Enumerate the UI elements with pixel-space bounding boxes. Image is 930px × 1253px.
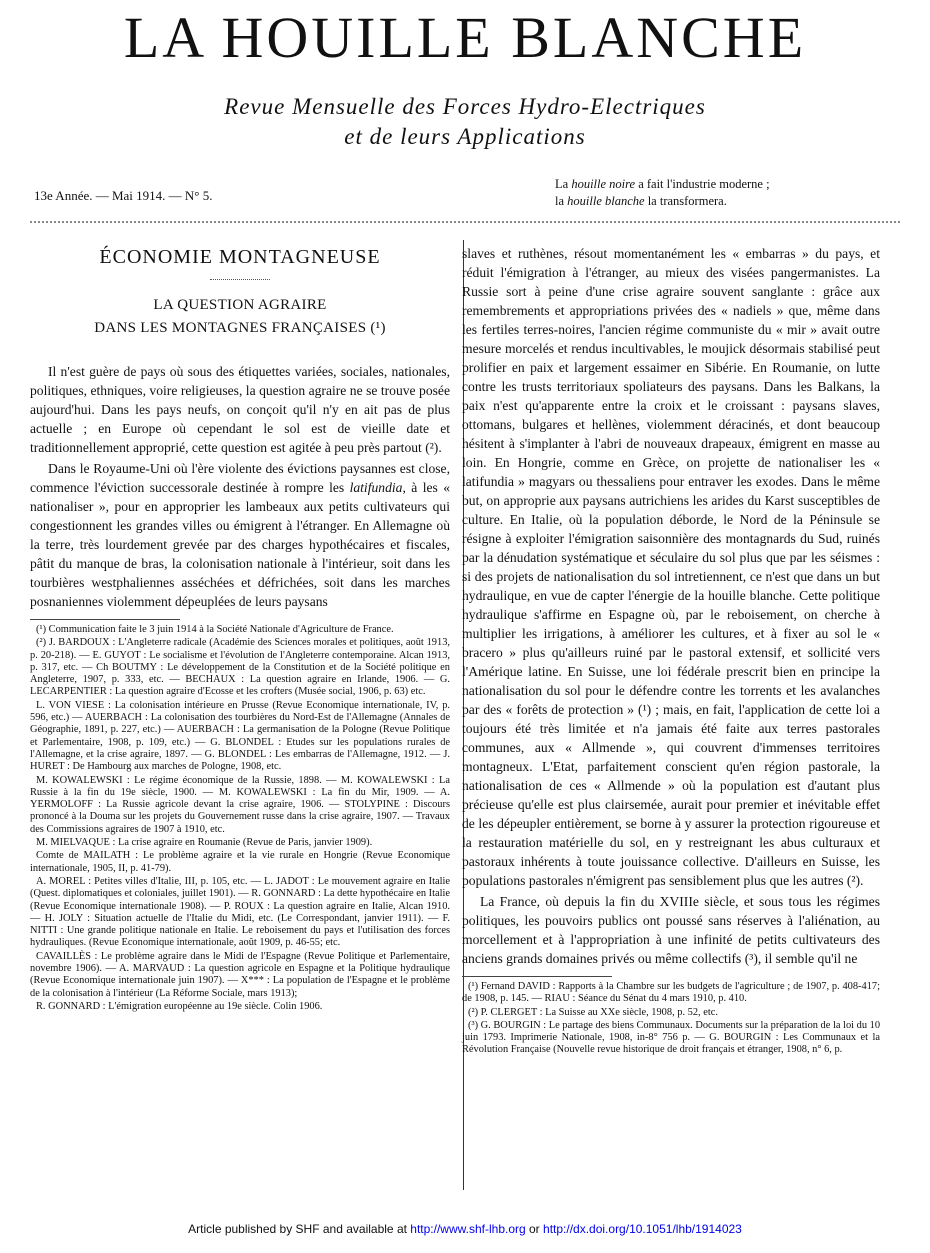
footnote: M. MIELVAQUE : La crise agraire en Roumanie (Revue de Paris, janvier 1909).: [36, 837, 373, 849]
footnotes-right: [462, 981, 880, 1057]
footnote: (³) G. BOURGIN : Le partage des biens Communaux. Documents sur la préparation de la loi du 10 juin 1793. Imprimerie Nationale, 1908, in-8° 756 p. — G. BOURGIN : Les Communaux et la Révolution Française (Nouvelle revue historique de droit français et étranger, 1908, n° 6, p.: [462, 1019, 881, 1056]
footnote: M. KOWALEWSKI : Le régime économique de la Russie, 1898. — M. KOWALEWSKI : La Russie à la fin du 19e siècle, 1900. — M. KOWALEWSKI : La fin du Mir, 1909. — A. YERMOLOFF : La Russie agricole devant la crise agraire, 1906. — STOLYPINE : Discours prononcé à la Douma sur les projets du Gouvernement russe dans la crise agraire, 1907. — Travaux des Commissions agraires de 1907 à 1910, etc.: [30, 774, 450, 835]
journal-subtitle-line2: et de leurs Applications: [344, 124, 586, 149]
motto: [555, 176, 895, 210]
footnote: (²) P. CLERGET : La Suisse au XXe siècle, 1908, p. 52, etc.: [468, 1006, 718, 1018]
right-column: [462, 244, 880, 1057]
issue-line: 13e Année. — Mai 1914. — N° 5.: [34, 188, 213, 203]
footnote: L. VON VIESE : La colonisation intérieure en Prusse (Revue Economique internationale, IV, p. 596, etc.) — AUERBACH : La colonisation des tourbières du Nord-Est de l'Allemagne (Annales de Géographie, 1891, p. 227, etc.) — AUERBACH : La germanisation de la Pologne (Revue Politique et Parlementaire, 1908, p. 109, etc.) — G. BLONDEL : Etudes sur les populations rurales de l'Allemagne, et la crise agraire, 1897. — G. BLONDEL : Les embarras de l'Allemagne, 1912. — J. HURET : De Hambourg aux marches de Pologne, 1908, etc.: [30, 699, 450, 773]
article-body-right: [462, 244, 880, 968]
doi-link[interactable]: http://dx.doi.org/10.1051/lhb/1914023: [543, 1222, 742, 1236]
motto-line1: La houille noire a fait l'industrie moderne ;: [555, 177, 770, 191]
motto-line2: la houille blanche la transformera.: [555, 194, 727, 208]
publisher-footer: Article published by SHF and available at http://www.shf-lhb.org or http://dx.doi.org/10.1051/lhb/1914023: [188, 1222, 742, 1236]
paragraph: Dans le Royaume-Uni où l'ère violente des évictions paysannes est close, commence l'éviction successorale destinée à rompre les latifundia, à les « nationaliser », pour en approprier les lambeaux aux petits cultivateurs qui congestionnent les grandes villes ou émigrent à l'étranger. En Allemagne où la terre, très lourdement grevée par des charges hypothécaires et fiscales, pâtit du manque de bras, la colonisation nationale à l'intérieur, soit dans les tourbières westphaliennes asséchées et défrichées, soit dans les marches posnaniennes violemment dépeuplées de leurs paysans: [30, 461, 450, 609]
journal-title: LA HOUILLE BLANCHE: [123, 5, 807, 70]
footnote: (¹) Communication faite le 3 juin 1914 à la Société Nationale d'Agriculture de France.: [36, 624, 394, 635]
paragraph: La France, où depuis la fin du XVIIIe siècle, et sous tous les régimes politiques, les pouvoirs publics ont poussé sans réserves à l'aliénation, au morcellement et à l'appropriation à une infinité de petits cultivateurs des anciens grands domaines privés ou même collectifs (³), il semble qu'il ne: [462, 894, 880, 966]
footnote: R. GONNARD : L'émigration européenne au 19e siècle. Colin 1906.: [36, 1000, 323, 1012]
footnote: CAVAILLÈS : Le problème agraire dans le Midi de l'Espagne (Revue Politique et Parlementaire, novembre 1906). — A. MARVAUD : La question agricole en Espagne et la Politique hydraulique (Revue Economique internationale juin 1907). — X*** : La population de l'Espagne et le problème de la colonisation à l'intérieur (La Réforme Sociale, mars 1913);: [30, 950, 450, 999]
footnote: (¹) Fernand DAVID : Rapports à la Chambre sur les budgets de l'agriculture ; de 1907, p. 408-417; de 1908, p. 145. — RIAU : Séance du Sénat du 4 mars 1910, p. 410.: [462, 981, 880, 1005]
shf-lhb-link[interactable]: http://www.shf-lhb.org: [410, 1222, 526, 1236]
title-divider: [210, 279, 270, 280]
footnote: Comte de MAILATH : Le problème agraire et la vie rurale en Hongrie (Revue Economique internationale, 1905, II, p. 41-79).: [30, 850, 450, 874]
footnote: (²) J. BARDOUX : L'Angleterre radicale (Académie des Sciences morales et politiques, août 1913, p. 20-218). — E. GUYOT : Le socialisme et l'évolution de l'Angleterre contemporaine. Alcan 1913, p. 317, etc. — Ch BOUTMY : Le développement de la Constitution et de la Société politique en Angleterre, 1907, p. 333, etc. — BECHAUX : La question agraire en Irlande, 1906. — G. LECARPENTIER : La question agraire d'Ecosse et les crofters (Musée social, 1906, p. 63) etc.: [30, 637, 450, 698]
footnote: A. MOREL : Petites villes d'Italie, III, p. 105, etc. — L. JADOT : Le mouvement agraire en Italie (Quest. diplomatiques et coloniales, juillet 1901). — R. GONNARD : La dette hypothécaire en Italie (Revue Economique internationale 1908). — P. ROUX : La question agraire en Italie, Alcan 1910. — H. JOLY : Situation actuelle de l'Italie du Midi, etc. (Le Correspondant, janvier 1911). — F. NITTI : Une grande politique nationale en Italie. Le reboisement du pays et l'utilisation des forces hydrauliques. (Revue Economique internationale, août 1909, p. 46-55; etc.: [30, 875, 450, 949]
article-title: ÉCONOMIE MONTAGNEUSE: [99, 246, 381, 268]
article-subtitle: LA QUESTION AGRAIRE DANS LES MONTAGNES FRANÇAISES (¹): [94, 297, 386, 336]
article-body-left: [30, 362, 450, 611]
header-divider: [30, 221, 900, 223]
left-column: [30, 244, 450, 1013]
footnote-divider: [30, 619, 180, 620]
footnotes-left: [30, 624, 450, 1013]
footnote-divider: [462, 976, 612, 977]
paragraph: slaves et ruthènes, résout momentanément les « embarras » du pays, et réduit l'émigration à l'étranger, au mieux des visées pangermanistes. La Russie sort à peine d'une crise agraire souvent sanglante : grâce aux remembrements et appropriations privées des « nadiels » que, même dans les fertiles terres-noires, l'ancien régime communiste du « mir » avait outre mesure morcelés et rendus incultivables, le moujick désormais stabilisé peut prolifier en paix et largement essaimer en Sibérie. En Roumanie, on lutte contre les trusts territoriaux spoliateurs des paysans. Dans les Balkans, la paix n'est qu'apparente entre la croix et le croissant : paysans slaves, ottomans, bulgares et hellènes, violemment déracinés, et dont beaucoup hésitent à s'implanter à l'abri de nouveaux drapeaux, émigrent en masse au loin. En Hongrie, comme en Grèce, on projette de nationaliser les « latifundia » magyars ou thessaliens pour entraver les exodes. Dans le même but, on approprie aux paysans autrichiens les arides du Karst susceptibles de culture. En Italie, où la population déborde, le Nord de la Péninsule se résigne à exploiter l'émigration saisonnière des montagnards du Sud, ruinés par la dénudation systématique et séculaire du sol plus que par les séismes : si des projets de nationalisation du sol intretiennent, ce n'est que dans un but hydraulique, en vue de capter l'énergie de la houille blanche. Cette politique hydraulique s'affirme en Espagne où, par le reboisement, on cherche à multiplier les irrigations, à améliorer les cultures, et à fixer au sol le « bracero » plus qu'ailleurs ruiné par le pastoral extensif, et sollicité vers l'Amérique latine. En Suisse, une loi fédérale prescrit bien en principe la nationalisation du sol pour le défendre contre les torrents et les avalanches par des « forêts de protection » (¹) ; mais, en fait, l'application de cette loi a toujours été très limitée et n'a jamais été faite aux terres pastorales communes, aux « Allmende », qui couvrent d'immenses territoires montagneux. L'Etat, parfaitement conscient qu'en région pastorale, la nationalisation de ces « Allmende » où la population est d'autant plus précieuse qu'elle est plus clairsemée, aurait pour premier et inévitable effet de les dépeupler entièrement, se borne à y assurer la protection rigoureuse et la restauration matérielle du sol, en y restreignant les abus culturaux et pastoraux inhérents à toute jouissance collective. D'ailleurs en Suisse, les populations pastorales n'émigrent pas sensiblement plus que les autres (²).: [462, 246, 880, 888]
journal-subtitle-line1: Revue Mensuelle des Forces Hydro-Electriques: [224, 94, 706, 119]
paragraph: Il n'est guère de pays où sous des étiquettes variées, sociales, nationales, politiques, ethniques, voire religieuses, la question agraire ne se trouve posée aujourd'hui. Dans les pays neufs, on conçoit qu'il n'y en ait pas de plus actuelle ; en Europe où cependant le sol est de vieille date et traditionnellement approprié, cette question est agitée à peu près partout (²).: [30, 364, 450, 455]
